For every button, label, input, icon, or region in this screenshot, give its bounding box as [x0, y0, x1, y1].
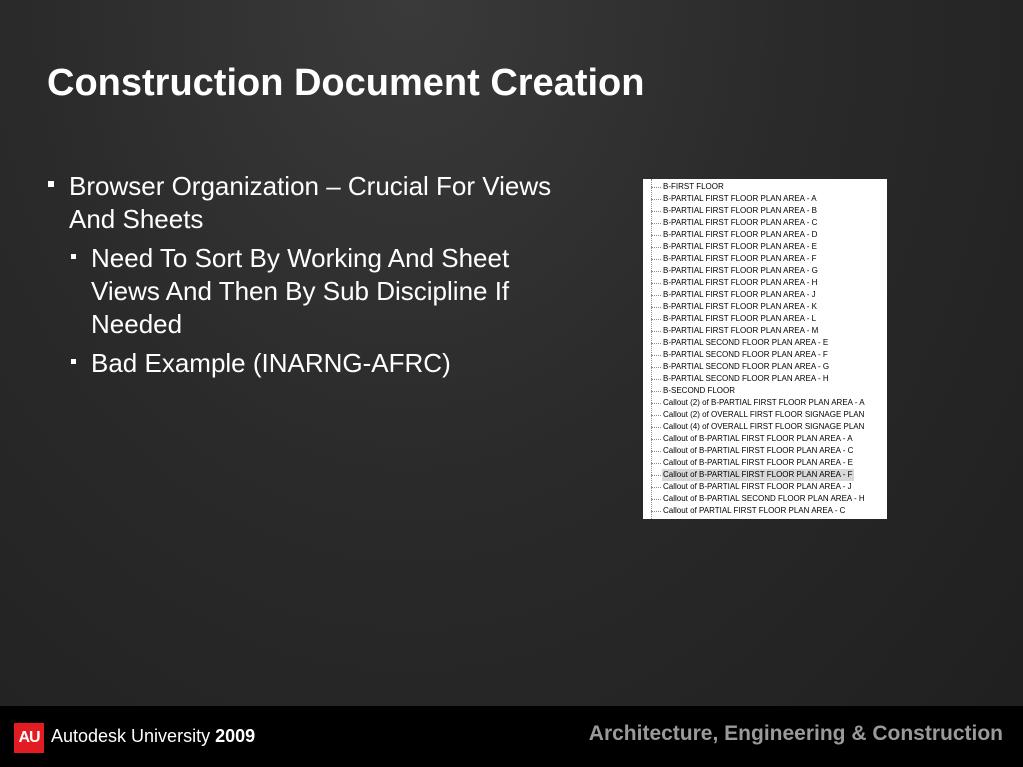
tree-branch-line — [651, 247, 661, 248]
browser-tree-item[interactable] — [643, 181, 887, 193]
tree-branch-line — [651, 331, 661, 332]
sub-bullet-list — [47, 242, 567, 380]
browser-tree-item[interactable] — [643, 337, 887, 349]
autodesk-university-logo: AU — [14, 723, 44, 753]
browser-tree-item-label: B-PARTIAL SECOND FLOOR PLAN AREA - F — [663, 350, 828, 359]
browser-tree-item-label: B-SECOND FLOOR — [663, 386, 736, 395]
project-browser-screenshot — [643, 179, 887, 519]
browser-tree-item[interactable] — [643, 193, 887, 205]
footer-brand — [51, 726, 255, 747]
tree-branch-line — [651, 391, 661, 392]
tree-branch-line — [651, 295, 661, 296]
browser-tree-item-label: B-PARTIAL FIRST FLOOR PLAN AREA - F — [663, 254, 817, 263]
browser-tree-item-label: B-PARTIAL SECOND FLOOR PLAN AREA - G — [663, 362, 830, 371]
browser-tree-item-label: B-PARTIAL FIRST FLOOR PLAN AREA - G — [663, 266, 818, 275]
browser-tree-item-label: B-PARTIAL FIRST FLOOR PLAN AREA - L — [663, 314, 817, 323]
browser-tree-item-label: B-PARTIAL FIRST FLOOR PLAN AREA - C — [663, 218, 818, 227]
bullet-list — [47, 170, 567, 386]
tree-branch-line — [651, 235, 661, 236]
browser-tree-item-label: B-PARTIAL FIRST FLOOR PLAN AREA - E — [663, 242, 817, 251]
browser-tree-item-label: Callout (2) of B-PARTIAL FIRST FLOOR PLAN AREA - A — [663, 398, 865, 407]
tree-branch-line — [651, 319, 661, 320]
tree-branch-line — [651, 379, 661, 380]
browser-tree-item[interactable] — [643, 409, 887, 421]
browser-tree-item[interactable] — [643, 505, 887, 517]
browser-tree-item[interactable] — [643, 229, 887, 241]
browser-tree-item[interactable] — [643, 385, 887, 397]
browser-tree-item[interactable] — [643, 349, 887, 361]
browser-tree-item[interactable] — [643, 253, 887, 265]
tree-branch-line — [651, 199, 661, 200]
tree-branch-line — [651, 511, 661, 512]
bullet-square-icon — [71, 359, 76, 364]
browser-tree-item[interactable] — [643, 493, 887, 505]
browser-tree-item-label: B-PARTIAL FIRST FLOOR PLAN AREA - D — [663, 230, 818, 239]
tree-branch-line — [651, 211, 661, 212]
bullet-browser-organization — [47, 170, 567, 236]
tree-branch-line — [651, 451, 661, 452]
tree-branch-line — [651, 187, 661, 188]
tree-branch-line — [651, 487, 661, 488]
browser-tree-item-label: B-PARTIAL FIRST FLOOR PLAN AREA - J — [663, 290, 816, 299]
footer-division: Architecture, Engineering & Construction — [588, 722, 1003, 745]
tree-branch-line — [651, 259, 661, 260]
tree-branch-line — [651, 415, 661, 416]
browser-tree-item[interactable] — [643, 433, 887, 445]
browser-tree-item-label: B-PARTIAL FIRST FLOOR PLAN AREA - K — [663, 302, 817, 311]
tree-branch-line — [651, 499, 661, 500]
browser-tree-item[interactable] — [643, 361, 887, 373]
browser-tree-item[interactable] — [643, 313, 887, 325]
tree-branch-line — [651, 403, 661, 404]
slide-title: Construction Document Creation — [47, 62, 645, 104]
footer-bar — [0, 706, 1023, 767]
browser-tree-item[interactable] — [643, 457, 887, 469]
browser-tree-item[interactable] — [643, 469, 887, 481]
browser-tree-item-label: B-PARTIAL FIRST FLOOR PLAN AREA - B — [663, 206, 817, 215]
browser-tree-item[interactable] — [643, 421, 887, 433]
browser-tree-item[interactable] — [643, 325, 887, 337]
browser-tree-item[interactable] — [643, 277, 887, 289]
browser-tree-item-label: Callout of B-PARTIAL SECOND FLOOR PLAN AREA - H — [663, 494, 865, 503]
browser-tree-item[interactable] — [643, 289, 887, 301]
sub-bullet-bad-example — [47, 347, 567, 380]
browser-tree-item[interactable] — [643, 241, 887, 253]
tree-branch-line — [651, 475, 661, 476]
browser-tree-item-label: B-PARTIAL FIRST FLOOR PLAN AREA - M — [663, 326, 819, 335]
bullet-square-icon — [71, 254, 76, 259]
brand-name: Autodesk University — [51, 726, 211, 746]
tree-branch-line — [651, 223, 661, 224]
browser-tree-item-label: B-PARTIAL SECOND FLOOR PLAN AREA - H — [663, 374, 829, 383]
browser-tree-item-label: B-PARTIAL FIRST FLOOR PLAN AREA - A — [663, 194, 817, 203]
browser-tree-item[interactable] — [643, 217, 887, 229]
tree-branch-line — [651, 283, 661, 284]
browser-tree-item-label: Callout of B-PARTIAL FIRST FLOOR PLAN AREA - A — [663, 434, 853, 443]
sub-bullet-text: Need To Sort By Working And Sheet Views And Then By Sub Discipline If Needed — [91, 243, 510, 339]
tree-branch-line — [651, 343, 661, 344]
browser-tree-item[interactable] — [643, 205, 887, 217]
browser-tree-item-label: B-FIRST FLOOR — [663, 182, 724, 191]
tree-branch-line — [651, 427, 661, 428]
brand-year: 2009 — [215, 726, 256, 746]
sub-bullet-text: Bad Example (INARNG-AFRC) — [91, 348, 451, 378]
tree-branch-line — [651, 463, 661, 464]
tree-branch-line — [651, 355, 661, 356]
browser-tree-item-label: Callout of B-PARTIAL FIRST FLOOR PLAN AREA - C — [663, 446, 854, 455]
bullet-text: Browser Organization – Crucial For Views And Sheets — [69, 171, 552, 234]
browser-tree-item-label: B-PARTIAL FIRST FLOOR PLAN AREA - H — [663, 278, 818, 287]
tree-branch-line — [651, 271, 661, 272]
browser-tree-item-label: Callout of B-PARTIAL FIRST FLOOR PLAN AREA - J — [663, 482, 852, 491]
browser-tree-item[interactable] — [643, 373, 887, 385]
browser-tree-item[interactable] — [643, 481, 887, 493]
browser-tree-item-label: Callout of B-PARTIAL FIRST FLOOR PLAN AREA - E — [663, 458, 853, 467]
sub-bullet-sort-views — [47, 242, 567, 341]
browser-tree-item[interactable] — [643, 265, 887, 277]
browser-tree-item-label: B-PARTIAL SECOND FLOOR PLAN AREA - E — [663, 338, 829, 347]
bullet-square-icon — [48, 181, 54, 187]
browser-tree-item[interactable] — [643, 445, 887, 457]
browser-tree-item-label: Callout of PARTIAL FIRST FLOOR PLAN AREA - C — [663, 506, 846, 515]
browser-tree-item-label: Callout (4) of OVERALL FIRST FLOOR SIGNAGE PLAN — [663, 422, 865, 431]
tree-branch-line — [651, 307, 661, 308]
browser-tree-item-label: Callout of B-PARTIAL FIRST FLOOR PLAN AREA - F — [663, 470, 853, 479]
browser-tree-item[interactable] — [643, 301, 887, 313]
browser-tree-item[interactable] — [643, 397, 887, 409]
tree-branch-line — [651, 367, 661, 368]
tree-branch-line — [651, 439, 661, 440]
browser-tree-item-label: Callout (2) of OVERALL FIRST FLOOR SIGNAGE PLAN — [663, 410, 865, 419]
